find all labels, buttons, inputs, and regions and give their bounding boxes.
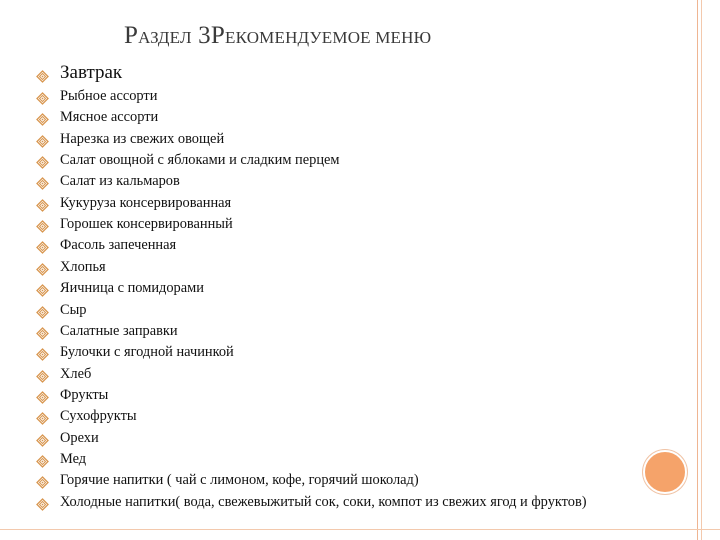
slide-title: РАЗДЕЛ 3РЕКОМЕНДУЕМОЕ МЕНЮ — [124, 22, 432, 49]
list-item-text: Мясное ассорти — [60, 109, 159, 126]
list-item-text: Хлопья — [60, 258, 106, 275]
diamond-bullet-icon — [36, 455, 49, 468]
diamond-bullet-icon — [36, 220, 49, 233]
diamond-bullet-icon — [36, 476, 49, 489]
list-heading-text: Завтрак — [60, 62, 123, 83]
list-item-text: Фасоль запеченная — [60, 237, 177, 254]
list-item-text: Салат из кальмаров — [60, 173, 180, 190]
bottom-border-line — [0, 529, 720, 530]
diamond-bullet-icon — [36, 391, 49, 404]
list-item-text: Горячие напитки ( чай с лимоном, кофе, горячий шоколад) — [60, 472, 419, 489]
list-item-text: Рыбное ассорти — [60, 88, 158, 104]
diamond-bullet-icon — [36, 412, 49, 425]
list-item-text: Сыр — [60, 301, 87, 318]
diamond-bullet-icon — [36, 241, 49, 254]
list-item-text: Хлеб — [60, 365, 92, 382]
right-border-line-inner — [701, 0, 702, 540]
diamond-bullet-icon — [36, 327, 49, 340]
list-item-text: Сухофрукты — [60, 408, 137, 425]
diamond-bullet-icon — [36, 92, 49, 105]
list-item-text: Кукуруза консервированная — [60, 194, 232, 211]
list-item-text: Холодные напитки( вода, свежевыжитый сок, соки, компот из свежих ягод и фруктов) — [60, 493, 587, 510]
diamond-bullet-icon — [36, 199, 49, 212]
list-item-text: Салат овощной с яблоками и сладким перцем — [60, 152, 340, 169]
list-item-text: Яичница с помидорами — [60, 280, 204, 297]
diamond-bullet-icon — [36, 348, 49, 361]
diamond-bullet-icon — [36, 434, 49, 447]
diamond-bullet-icon — [36, 284, 49, 297]
list-item-text: Нарезка из свежих овощей — [60, 130, 225, 147]
orange-circle-decoration — [643, 450, 687, 494]
diamond-bullet-icon — [36, 156, 49, 169]
diamond-bullet-icon — [36, 306, 49, 319]
diamond-bullet-icon — [36, 263, 49, 276]
diamond-bullet-icon — [36, 70, 49, 83]
list-item-text: Мед — [60, 450, 87, 467]
diamond-bullet-icon — [36, 177, 49, 190]
list-item-text: Орехи — [60, 429, 99, 446]
list-item-text: Салатные заправки — [60, 322, 178, 339]
diamond-bullet-icon — [36, 498, 49, 511]
diamond-bullet-icon — [36, 113, 49, 126]
right-border-line — [697, 0, 698, 540]
list-item-text: Булочки с ягодной начинкой — [60, 344, 234, 361]
list-item-text: Горошек консервированный — [60, 216, 233, 233]
list-item-text: Фрукты — [60, 386, 109, 403]
diamond-bullet-icon — [36, 135, 49, 148]
diamond-bullet-icon — [36, 370, 49, 383]
